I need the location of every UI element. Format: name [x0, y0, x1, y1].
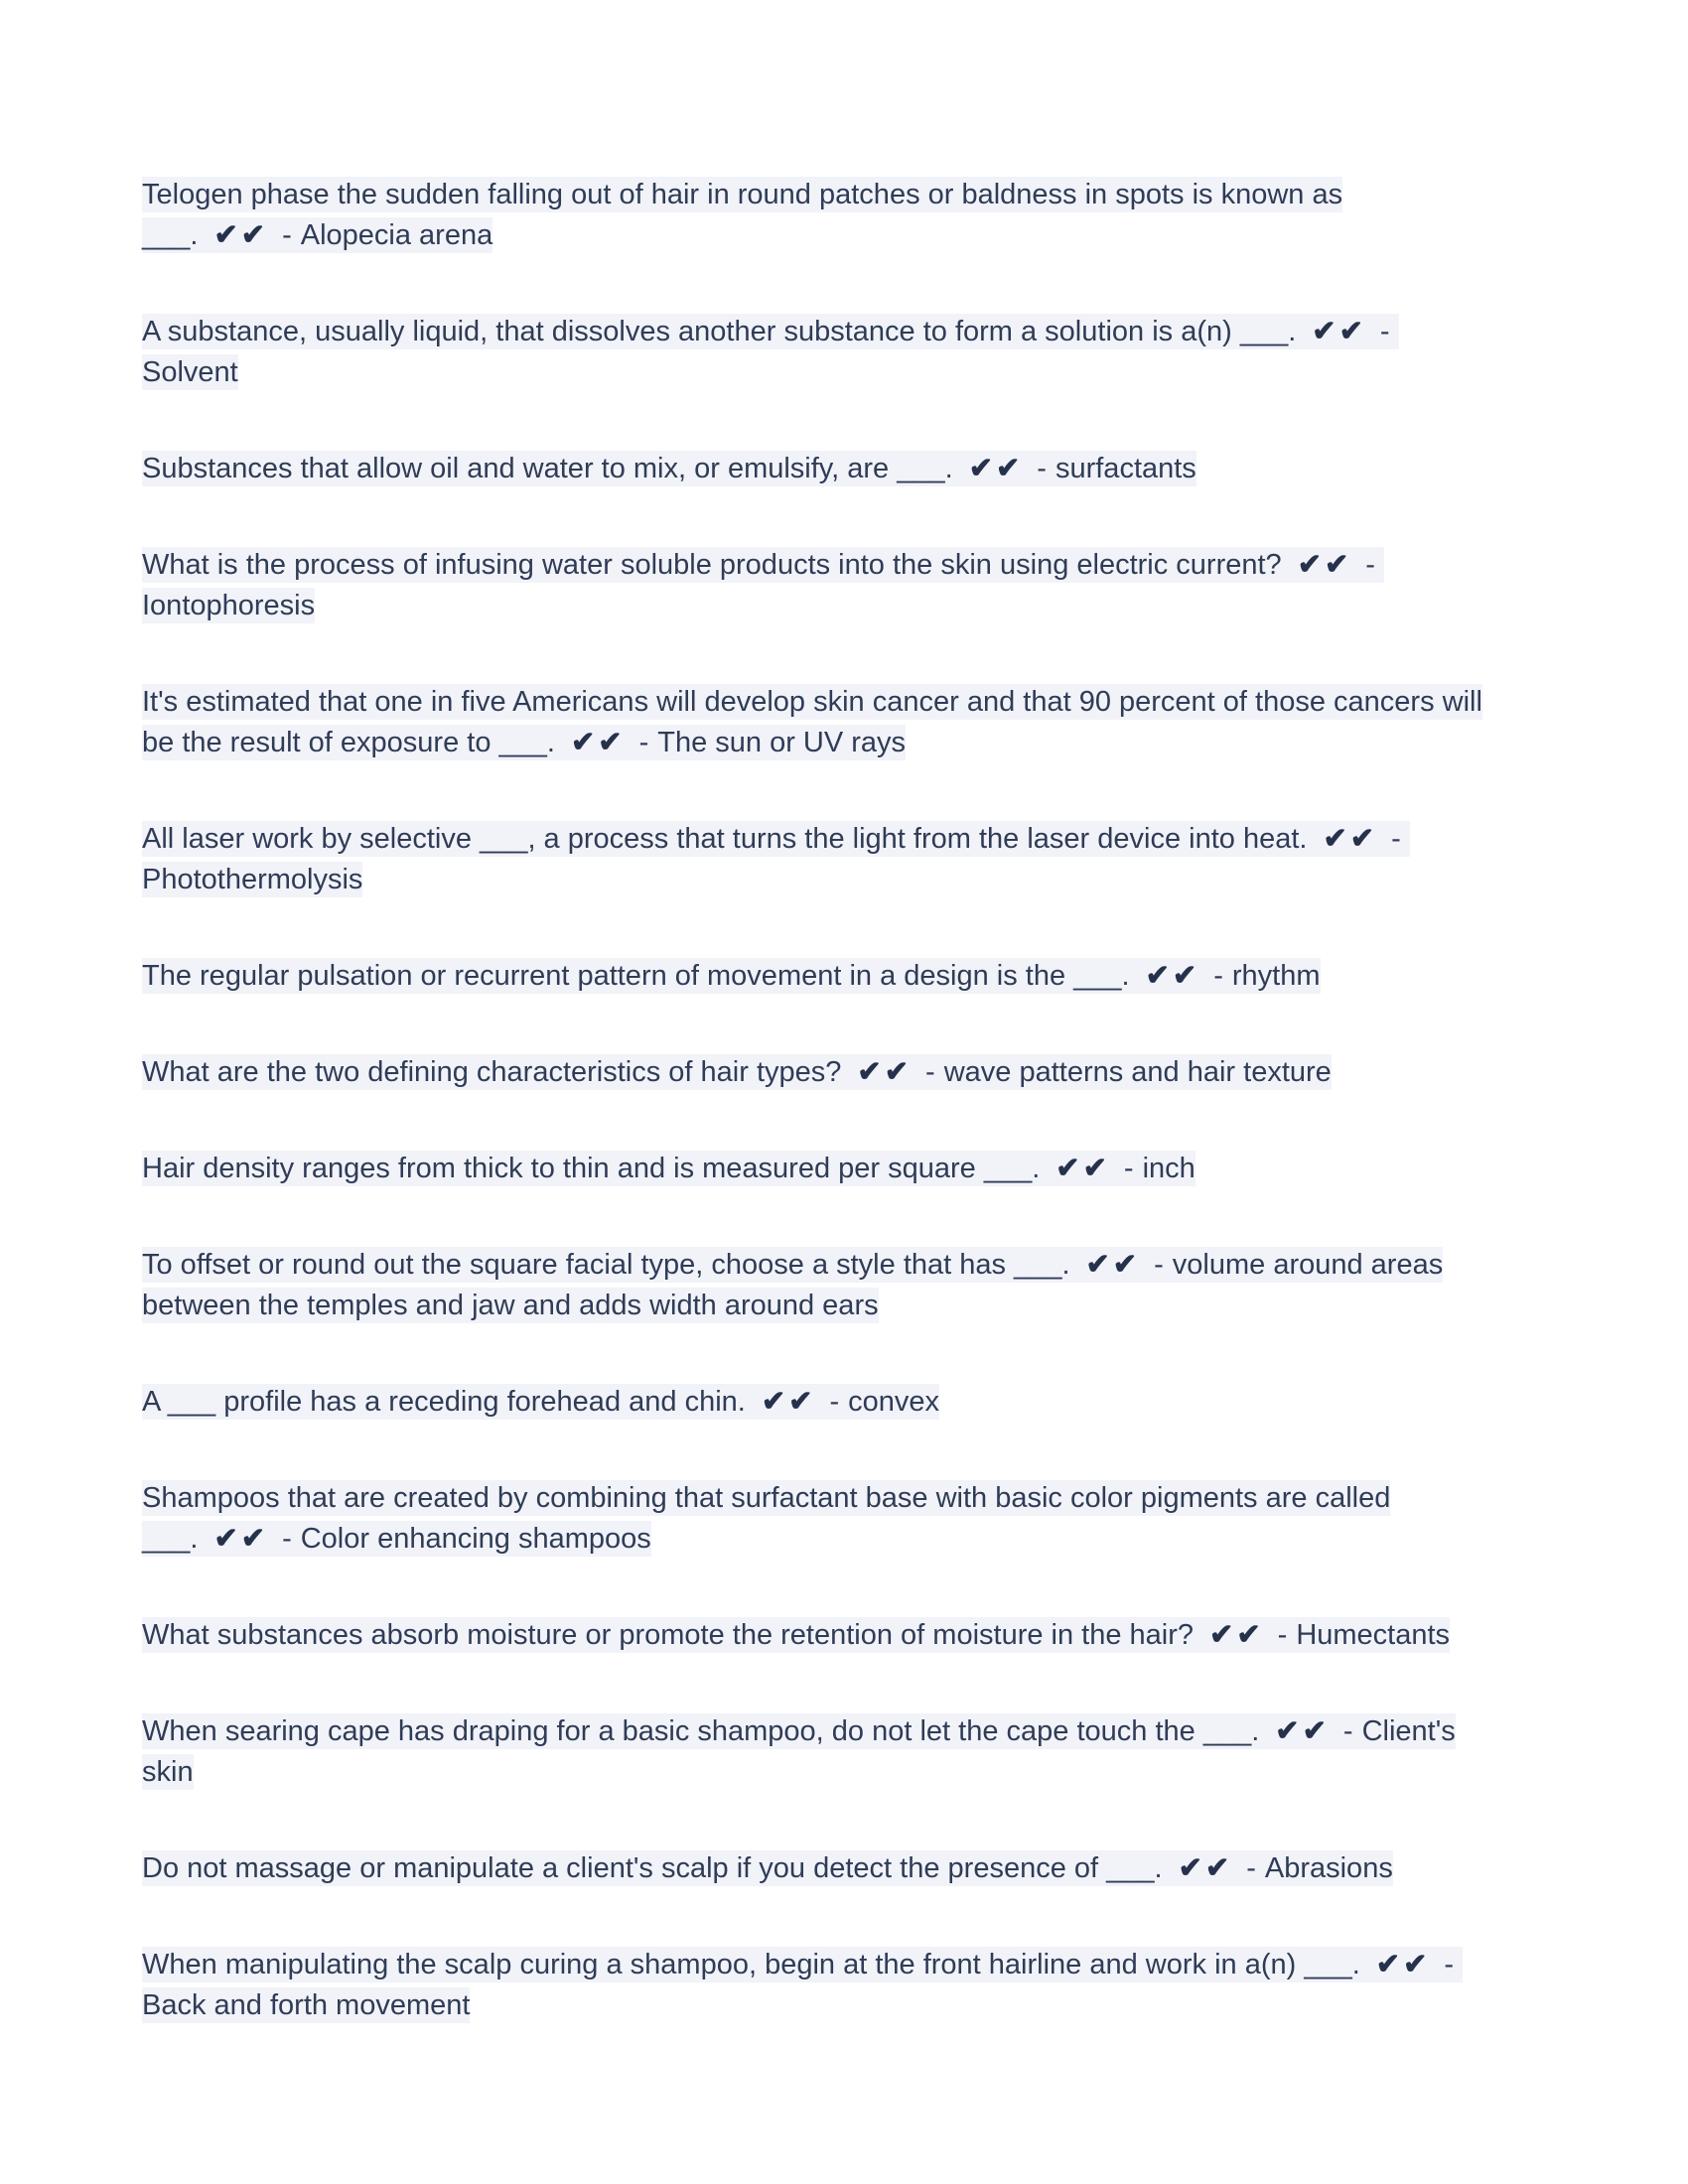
answer-text: Photothermolysis	[142, 864, 363, 895]
answer-text: The sun or UV rays	[657, 727, 907, 758]
question-text: What substances absorb moisture or promote the retention of moisture in the hair?	[142, 1619, 1195, 1651]
answer-text: Abrasions	[1264, 1852, 1393, 1884]
qa-item	[142, 1382, 1484, 1423]
highlighted-text	[142, 1384, 939, 1420]
question-text: A ___ profile has a receding forehead and chin.	[142, 1386, 746, 1418]
answer-text: Color enhancing shampoos	[300, 1523, 651, 1555]
answer-text: volume around areas between the temples and jaw and adds width around ears	[142, 1249, 1444, 1321]
question-text: Telogen phase the sudden falling out of hair in round patches or baldness in spots is known as ___.	[142, 179, 1343, 251]
answer-separator: -	[1444, 1949, 1455, 1980]
question-text: When searing cape has draping for a basic shampoo, do not let the cape touch the ___.	[142, 1715, 1260, 1747]
answer-text: Solvent	[142, 356, 238, 388]
answer-separator: -	[282, 1523, 292, 1555]
double-checkmark-icon: ✔✔	[1323, 823, 1378, 855]
question-text: All laser work by selective ___, a process that turns the light from the laser device into heat.	[142, 823, 1308, 855]
double-checkmark-icon: ✔✔	[968, 453, 1024, 484]
question-text: A substance, usually liquid, that dissolves another substance to form a solution is a(n) ___.	[142, 316, 1297, 347]
qa-item	[142, 682, 1484, 763]
highlighted-text	[142, 547, 1384, 623]
answer-text: rhythm	[1231, 960, 1321, 992]
double-checkmark-icon: ✔✔	[761, 1386, 816, 1418]
answer-text: inch	[1142, 1153, 1196, 1184]
answer-separator: -	[1391, 823, 1401, 855]
qa-item	[142, 449, 1484, 489]
highlighted-text	[142, 821, 1410, 897]
qa-item	[142, 175, 1484, 256]
double-checkmark-icon: ✔✔	[1275, 1715, 1330, 1747]
question-text: Shampoos that are created by combining that surfactant base with basic color pigments are called ___.	[142, 1482, 1391, 1555]
double-checkmark-icon: ✔✔	[213, 1523, 269, 1555]
answer-separator: -	[282, 219, 292, 251]
double-checkmark-icon: ✔✔	[1085, 1249, 1141, 1281]
double-checkmark-icon: ✔✔	[1145, 960, 1200, 992]
answer-text: Iontophoresis	[142, 590, 316, 621]
question-text: To offset or round out the square facial type, choose a style that has ___.	[142, 1249, 1070, 1281]
double-checkmark-icon: ✔✔	[1055, 1153, 1110, 1184]
highlighted-text	[142, 1054, 1332, 1090]
question-text: Substances that allow oil and water to mix, or emulsify, are ___.	[142, 453, 953, 484]
question-text: What is the process of infusing water soluble products into the skin using electric current?	[142, 549, 1282, 581]
double-checkmark-icon: ✔✔	[213, 219, 269, 251]
question-text: Hair density ranges from thick to thin and is measured per square ___.	[142, 1153, 1041, 1184]
qa-item	[142, 312, 1484, 393]
answer-text: Back and forth movement	[142, 1989, 471, 2021]
qa-item	[142, 1478, 1484, 1560]
answer-separator: -	[1342, 1715, 1353, 1747]
answer-separator: -	[925, 1056, 935, 1088]
question-text: What are the two defining characteristics of hair types?	[142, 1056, 842, 1088]
answer-separator: -	[1213, 960, 1223, 992]
answer-text: surfactants	[1055, 453, 1196, 484]
qa-item	[142, 1149, 1484, 1189]
highlighted-text	[142, 1151, 1196, 1186]
double-checkmark-icon: ✔✔	[570, 727, 626, 758]
answer-text: Humectants	[1296, 1619, 1451, 1651]
answer-separator: -	[1277, 1619, 1288, 1651]
qa-item	[142, 956, 1484, 997]
double-checkmark-icon: ✔✔	[1178, 1852, 1233, 1884]
highlighted-text	[142, 451, 1196, 486]
highlighted-text	[142, 1713, 1456, 1790]
qa-item	[142, 1245, 1484, 1326]
highlighted-text	[142, 958, 1321, 994]
question-text: The regular pulsation or recurrent pattern of movement in a design is the ___.	[142, 960, 1130, 992]
highlighted-text	[142, 1247, 1443, 1323]
answer-separator: -	[1123, 1153, 1134, 1184]
qa-item	[142, 1711, 1484, 1793]
answer-separator: -	[1154, 1249, 1164, 1281]
answer-separator: -	[1246, 1852, 1256, 1884]
double-checkmark-icon: ✔✔	[1209, 1619, 1264, 1651]
highlighted-text	[142, 1947, 1463, 2023]
highlighted-text	[142, 1480, 1390, 1557]
answer-separator: -	[1379, 316, 1390, 347]
answer-separator: -	[829, 1386, 840, 1418]
answer-text: wave patterns and hair texture	[943, 1056, 1332, 1088]
highlighted-text	[142, 314, 1399, 390]
highlighted-text	[142, 1617, 1450, 1653]
answer-separator: -	[1365, 549, 1375, 581]
double-checkmark-icon: ✔✔	[1297, 549, 1352, 581]
qa-item	[142, 1615, 1484, 1656]
qa-item	[142, 545, 1484, 626]
qa-item	[142, 1945, 1484, 2026]
highlighted-text	[142, 1850, 1393, 1886]
highlighted-text	[142, 684, 1482, 760]
answer-separator: -	[638, 727, 649, 758]
answer-text: convex	[848, 1386, 939, 1418]
double-checkmark-icon: ✔✔	[1375, 1949, 1431, 1980]
qa-item	[142, 819, 1484, 900]
answer-text: Client's skin	[142, 1715, 1456, 1788]
qa-item	[142, 1848, 1484, 1889]
qa-list	[142, 175, 1484, 2026]
question-text: When manipulating the scalp curing a shampoo, begin at the front hairline and work in a(n) ___.	[142, 1949, 1360, 1980]
question-text: It's estimated that one in five Americans will develop skin cancer and that 90 percent of those cancers will be the result of exposure to ___.	[142, 686, 1482, 758]
answer-separator: -	[1037, 453, 1047, 484]
question-text: Do not massage or manipulate a client's scalp if you detect the presence of ___.	[142, 1852, 1163, 1884]
double-checkmark-icon: ✔✔	[857, 1056, 913, 1088]
double-checkmark-icon: ✔✔	[1312, 316, 1366, 347]
highlighted-text	[142, 177, 1342, 253]
answer-text: Alopecia arena	[300, 219, 493, 251]
qa-item	[142, 1052, 1484, 1093]
